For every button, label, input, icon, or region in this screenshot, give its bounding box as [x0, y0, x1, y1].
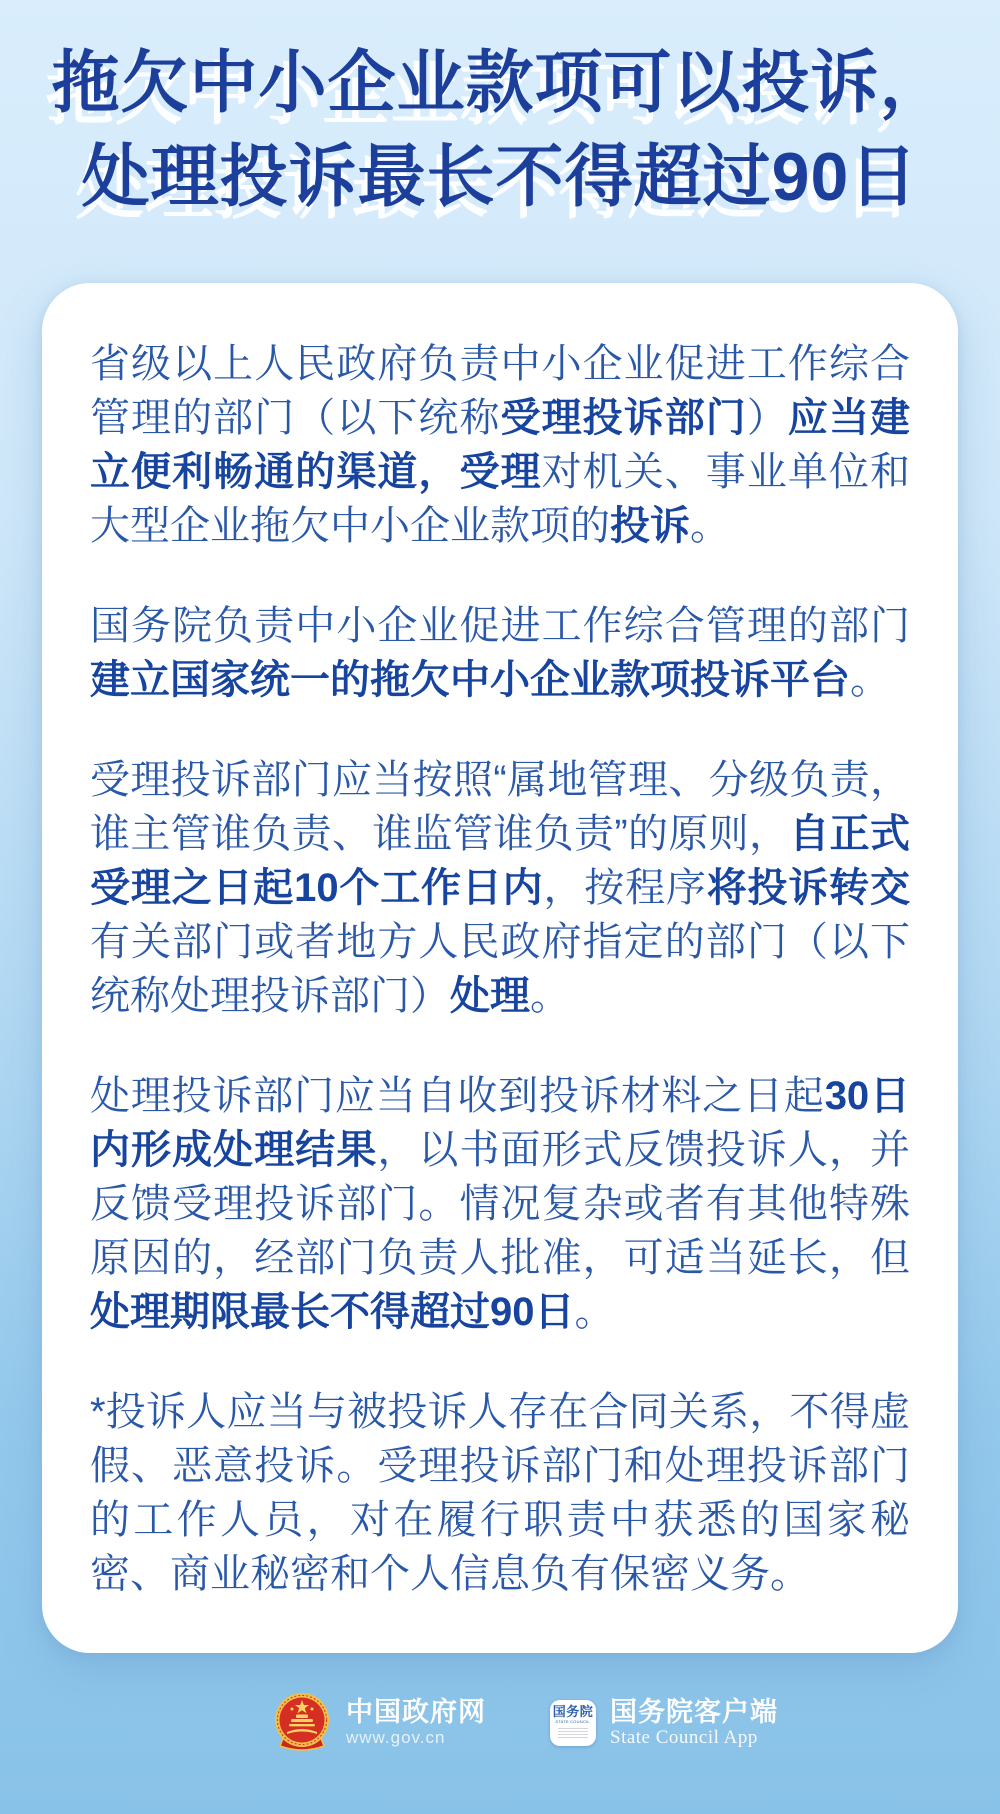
paragraph-30-day-result-90-day-limit [90, 1069, 910, 1339]
state-council-app-subtitle: State Council App [610, 1727, 758, 1748]
emphasis-text: 投诉 [610, 504, 690, 548]
state-council-app-text [610, 1697, 778, 1749]
body-text: 国务院负责中小企业促进工作综合管理的部门 [90, 604, 910, 648]
title-line-1: 拖欠中小企业款项可以投诉， [51, 45, 949, 121]
paragraph-national-platform [90, 599, 910, 707]
app-icon-seal-decoration [558, 1728, 588, 1740]
body-text: ，按程序 [543, 866, 707, 910]
paragraph-accepting-departments [90, 337, 910, 553]
body-text: 处理投诉部门应当自收到投诉材料之日起 [90, 1074, 825, 1118]
app-icon-label: 国务院 [552, 1704, 594, 1719]
body-text: 省级以上人民政府负责中小企业促进工作综合管理的部门（以下统称 [90, 342, 910, 440]
state-council-app-name: 国务院客户端 [610, 1697, 778, 1727]
gov-website-name: 中国政府网 [346, 1697, 486, 1727]
gov-website-url: www.gov.cn [346, 1728, 446, 1747]
poster-title [0, 36, 1000, 224]
paragraph-footnote [90, 1385, 910, 1601]
gov-website-brand [272, 1692, 486, 1754]
emphasis-text: 受理投诉部门 [500, 396, 747, 440]
emphasis-text: 将投诉转交 [706, 866, 910, 910]
paragraph-transfer-within-10-days [90, 753, 910, 1023]
body-text: 。 [530, 974, 570, 1018]
state-council-app-brand [550, 1697, 778, 1749]
body-text: 对机关、事业单位和大型企业拖欠中小企业款项的 [90, 450, 911, 548]
state-council-app-icon [550, 1700, 596, 1746]
content-card [42, 283, 958, 1653]
body-text: 。 [574, 1290, 615, 1334]
emphasis-text: 处理期限最长不得超过90日 [90, 1290, 575, 1334]
body-text: 。 [850, 658, 890, 702]
gov-website-text [346, 1697, 486, 1749]
body-text: *投诉人应当与被投诉人存在合同关系，不得虚假、恶意投诉。受理投诉部门和处理投诉部门的工作人员，对在履行职责中获悉的国家秘密、商业秘密和个人信息负有保密义务。 [90, 1390, 910, 1596]
footer [25, 1692, 1000, 1754]
app-icon-sublabel: STATE COUNCIL [555, 1719, 591, 1725]
emphasis-text: 自正式受理之日起10个工作日内 [90, 812, 910, 910]
body-text: 受理投诉部门应当按照“属地管理、分级负责，谁主管谁负责、谁监管谁负责”的原则， [90, 758, 910, 856]
emphasis-text: 30日内形成处理结果 [90, 1074, 910, 1172]
body-text: ） [746, 396, 788, 440]
emphasis-text: 应当建立便利畅通的渠道，受理 [90, 396, 911, 494]
emphasis-text: 建立国家统一的拖欠中小企业款项投诉平台 [90, 658, 850, 702]
body-text: ，以书面形式反馈投诉人，并反馈受理投诉部门。情况复杂或者有其他特殊原因的，经部门负责人批准，可适当延长，但 [90, 1128, 911, 1280]
china-national-emblem-icon [272, 1692, 332, 1754]
body-text: 有关部门或者地方人民政府指定的部门（以下统称处理投诉部门） [90, 920, 910, 1018]
title-line-2: 处理投诉最长不得超过90日 [81, 139, 919, 215]
body-text: 。 [690, 504, 730, 548]
emphasis-text: 处理 [450, 974, 530, 1018]
